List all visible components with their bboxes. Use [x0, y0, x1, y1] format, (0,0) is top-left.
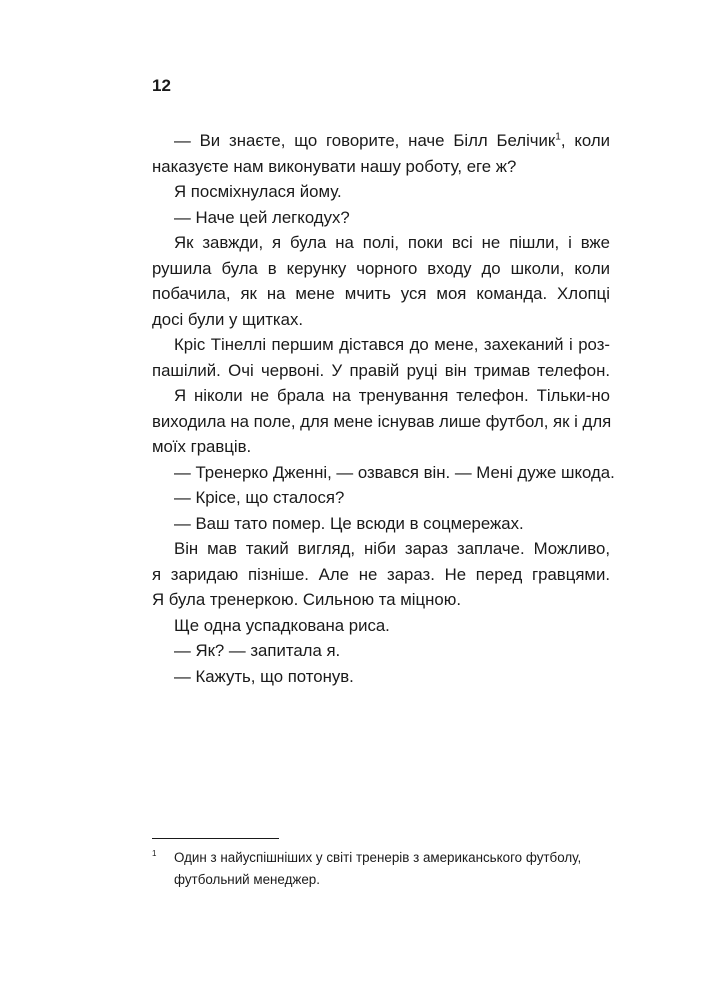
text-line: Я ніколи не брала на тренування телефон. Тільки-но	[174, 386, 610, 405]
text-line: Ще одна успадкована риса.	[174, 615, 390, 635]
text-line: — Кажуть, що потонув.	[174, 666, 354, 686]
text-line: — Як? — запитала я.	[174, 641, 341, 660]
text-line: побачила, як на мене мчить уся моя команда. Хлопці	[152, 284, 610, 303]
footnote-text	[174, 847, 610, 890]
body-text	[152, 128, 615, 689]
text-line: я заридаю пізніше. Але не зараз. Не перед гравцями.	[152, 564, 610, 584]
footnote-reference: 1	[555, 131, 561, 143]
text-line: Я була тренеркою. Сильною та міцною.	[152, 590, 461, 609]
footnote-line: Один з найуспішніших у світі тренерів з американського футболу,	[174, 850, 582, 865]
text-line: виходила на поле, для мене існував лише футбол, як і для	[152, 411, 612, 431]
text-line: досі були у щитках.	[152, 309, 304, 329]
text-line: — Крісе, що сталося?	[174, 488, 345, 507]
text-line: — Наче цей легкодух?	[174, 207, 350, 227]
text-line: наказуєте нам виконувати нашу роботу, еге ж?	[152, 156, 517, 176]
text-line: моїх гравців.	[152, 437, 252, 456]
page-number: 12	[152, 76, 171, 95]
text-line: рушила була в керунку чорного входу до школи, коли	[152, 258, 610, 278]
text-line: — Ваш тато помер. Це всюди в соцмережах.	[174, 513, 524, 533]
footnote-marker: 1	[152, 849, 157, 858]
footnote-line: футбольний менеджер.	[174, 871, 320, 887]
text-line	[152, 128, 610, 154]
text-line: Він мав такий вигляд, ніби зараз заплаче. Можливо,	[174, 539, 610, 558]
text-line: Як завжди, я була на полі, поки всі не пішли, і вже	[174, 233, 610, 252]
text-line: пашілий. Очі червоні. У правій руці він тримав телефон.	[152, 360, 610, 380]
footnote-divider	[152, 838, 279, 839]
text-line: Я посміхнулася йому.	[174, 182, 342, 201]
text-line: Кріс Тінеллі першим дістався до мене, захеканий і роз-	[174, 335, 610, 354]
text-fragment: , коли	[560, 131, 610, 150]
text-fragment: — Ви знаєте, що говорите, наче Білл Белічик	[174, 131, 556, 150]
footnote	[152, 847, 610, 890]
text-line: — Тренерко Дженні, — озвався він. — Мені дуже шкода.	[174, 462, 615, 482]
